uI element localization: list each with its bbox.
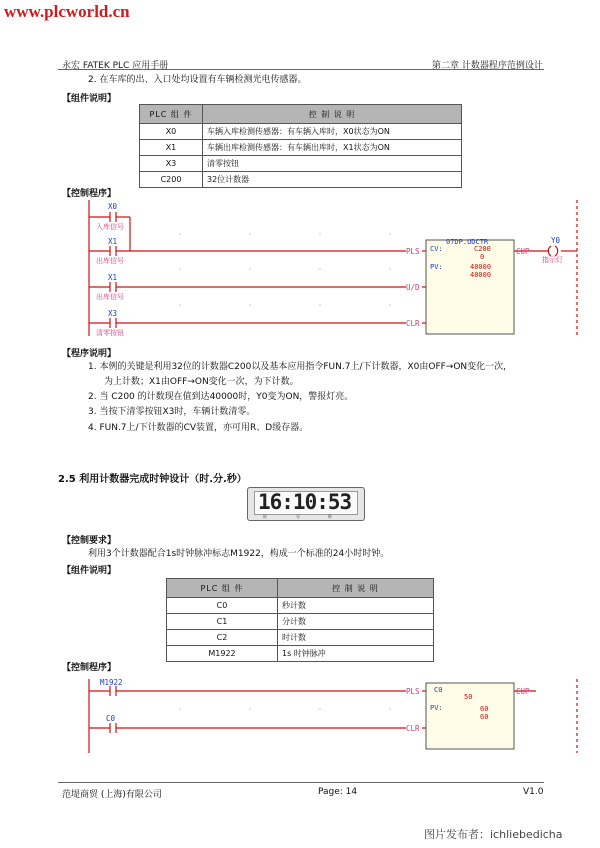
table-cell: M1922 (167, 646, 278, 662)
counter-register: C0 (434, 686, 443, 694)
table-cell: X1 (140, 140, 203, 156)
table-header: 控 制 说 明 (203, 105, 462, 124)
table-cell: 车辆出库检测传感器：有车辆出库时，X1状态为ON (203, 140, 462, 156)
x1b-comment: 出库信号 (96, 293, 124, 301)
table-cell: 分计数 (278, 614, 434, 630)
x1-contact-label: X1 (108, 237, 118, 246)
grid-dots (179, 708, 391, 710)
program-title-2: 【控制程序】 (62, 663, 117, 673)
footer-company: 范堤商贸 (上海)有限公司 (62, 790, 162, 800)
explain-line-3: 2. 当 C200 的计数现在值到达40000时，Y0变为ON，警报灯亮。 (88, 392, 354, 402)
table-cell: 时计数 (278, 630, 434, 646)
ud-pin: U/D (406, 283, 420, 292)
image-credit: 图片发布者：ichliebedicha (424, 828, 563, 841)
pv-value-2: 60 (480, 713, 489, 721)
m1922-contact-label: M1922 (100, 678, 123, 687)
cup-pin: CUP (516, 247, 530, 256)
pv-value-1: 60 (480, 705, 489, 713)
explain-line-2: 为上计数；X1由OFF→ON变化一次，为下计数。 (104, 377, 299, 387)
table-cell: 秒计数 (278, 598, 434, 614)
table-cell: C200 (140, 172, 203, 188)
y0-comment: 指示灯 (542, 256, 563, 264)
pv-label: PV: (430, 263, 443, 271)
ladder-diagram-1 (60, 196, 580, 344)
explain-line-4: 3. 当按下清零按钮X3时，车辆计数清零。 (88, 407, 256, 417)
clr-pin: CLR (406, 724, 420, 733)
cv-value: 0 (480, 253, 485, 261)
footer-page: Page: 14 (318, 787, 358, 797)
header-left: 永宏 FATEK PLC 应用手册 (62, 61, 169, 71)
header-rule (58, 69, 544, 70)
site-watermark: www.plcworld.cn (4, 2, 130, 21)
x1-comment: 出库信号 (96, 257, 124, 265)
x3-contact-label: X3 (108, 309, 118, 318)
x0-contact-label: X0 (108, 202, 118, 211)
table-cell: X0 (140, 124, 203, 140)
table-cell: 清零按钮 (203, 156, 462, 172)
cup-pin: CUP (516, 687, 530, 696)
explain-line-5: 4. FUN.7上/下计数器的CV装置，亦可用R、D缓存器。 (88, 423, 309, 433)
explain-line-1: 1. 本例的关键是利用32位的计数器C200以及基本应用指令FUN.7上/下计数器，X0由OFF→ON变化一次， (88, 362, 513, 372)
x3-comment: 清零按钮 (96, 329, 124, 337)
intro-item: 2. 在车库的出、入口处均设置有车辆检测光电传感器。 (88, 75, 307, 85)
clock-label-minute: 分 (296, 514, 300, 519)
clock-label-hour: 时 (263, 514, 267, 519)
table-cell: C0 (167, 598, 278, 614)
x0-comment: 入库信号 (96, 223, 124, 231)
y0-coil-label: Y0 (551, 236, 561, 245)
explain-title: 【程序说明】 (62, 349, 117, 359)
table-cell: C2 (167, 630, 278, 646)
counter-current-value: 50 (464, 693, 473, 701)
pv-value-2: 40000 (470, 271, 492, 279)
table-header: PLC 组 件 (167, 579, 278, 598)
table-cell: 1s 时钟脉冲 (278, 646, 434, 662)
ladder-diagram-2 (60, 675, 580, 757)
pv-label: PV: (430, 704, 443, 712)
pls-pin: PLS (406, 687, 420, 696)
footer-rule (58, 782, 544, 783)
component-table-2 (166, 578, 434, 662)
header-right: 第二章 计数器程序范例设计 (432, 61, 543, 71)
udctr-function-block (426, 240, 514, 334)
clock-label-second: 秒 (328, 514, 332, 519)
requirement-text: 利用3个计数器配合1s时钟脉冲标志M1922，构成一个标准的24小时时钟。 (88, 549, 390, 559)
grid-dots (179, 233, 391, 306)
pv-value-1: 40000 (470, 263, 492, 271)
table-cell: 车辆入库检测传感器：有车辆入库时，X0状态为ON (203, 124, 462, 140)
component-title-1: 【组件说明】 (62, 94, 117, 104)
clock-display (247, 487, 365, 521)
component-table-1 (139, 104, 462, 188)
table-header: 控 制 说 明 (278, 579, 434, 598)
cv-register: C200 (474, 245, 491, 253)
footer-version: V1.0 (523, 787, 544, 797)
table-cell: X3 (140, 156, 203, 172)
cv-label: CV: (430, 245, 443, 253)
section-2-heading: 2.5 利用计数器完成时钟设计（时.分.秒） (58, 474, 247, 485)
table-cell: C1 (167, 614, 278, 630)
table-cell: 32位计数器 (203, 172, 462, 188)
clr-pin: CLR (406, 319, 420, 328)
c0-contact-label: C0 (106, 714, 116, 723)
pls-pin: PLS (406, 247, 420, 256)
component-title-2: 【组件说明】 (62, 566, 117, 576)
clock-digits: 16:10:53 (258, 490, 352, 514)
fb-title: 07DP.UDCTR (446, 238, 489, 246)
table-header: PLC 组 件 (140, 105, 203, 124)
x1b-contact-label: X1 (108, 273, 118, 282)
program-title-1: 【控制程序】 (62, 189, 117, 199)
requirement-title: 【控制要求】 (62, 536, 117, 546)
